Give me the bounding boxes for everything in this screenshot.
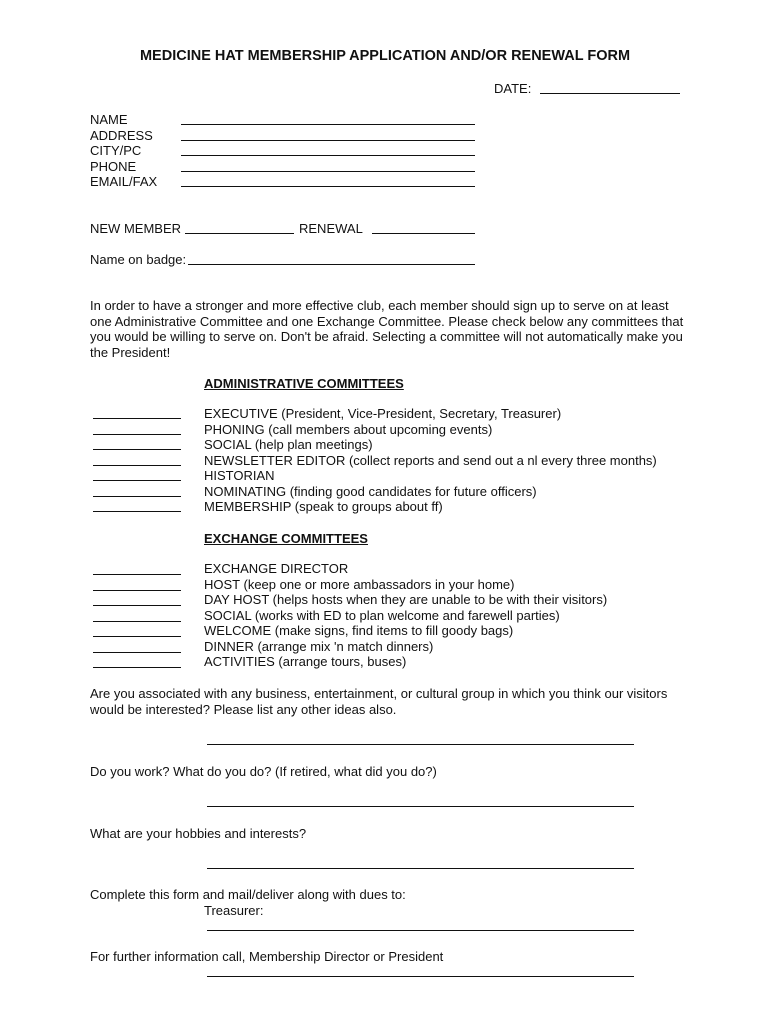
renewal-label: RENEWAL [299,221,363,236]
admin-committee-item: PHONING (call members about upcoming events) [204,421,493,437]
admin-committee-item: SOCIAL (help plan meetings) [204,437,373,452]
date-label: DATE: [494,81,532,96]
exchange-committee-checkline[interactable] [93,590,181,591]
badge-label: Name on badge: [90,252,187,267]
renewal-field[interactable] [372,233,475,234]
phone-label: PHONE [90,158,137,174]
exchange-committee-checkline[interactable] [93,605,181,606]
email-fax-label: EMAIL/FAX [90,174,158,189]
exchange-committee-item: DINNER (arrange mix 'n match dinners) [204,638,434,654]
admin-committee-checkline[interactable] [93,434,181,435]
exchange-committees-heading: EXCHANGE COMMITTEES [204,531,368,546]
admin-committee-item: NEWSLETTER EDITOR (collect reports and send out a nl every three months) [204,452,657,468]
admin-committee-item: MEMBERSHIP (speak to groups about ff) [204,499,443,514]
work-question: Do you work? What do you do? (If retired, what did you do?) [90,764,437,779]
exchange-committee-item: HOST (keep one or more ambassadors in your home) [204,576,515,592]
name-field[interactable] [181,124,475,125]
form-title: MEDICINE HAT MEMBERSHIP APPLICATION AND/OR RENEWAL FORM [139,48,631,64]
admin-committee-checkline[interactable] [93,449,181,450]
admin-committee-checkline[interactable] [93,465,181,466]
exchange-committee-checkline[interactable] [93,636,181,637]
phone-field[interactable] [181,171,475,172]
name-label: NAME [90,112,128,127]
admin-committee-item: NOMINATING (finding good candidates for future officers) [204,483,537,499]
badge-field[interactable] [188,264,475,265]
exchange-committee-item: WELCOME (make signs, find items to fill goody bags) [204,623,514,638]
exchange-committee-checkline[interactable] [93,667,181,668]
admin-committee-item: HISTORIAN [204,468,275,483]
treasurer-field[interactable] [207,930,634,931]
exchange-committee-checkline[interactable] [93,621,181,622]
associated-question: Are you associated with any business, entertainment, or cultural group in which you think our visitors would be interested? Please list any other ideas also. [90,686,668,717]
hobbies-answer-field[interactable] [207,868,634,869]
exchange-committee-item: EXCHANGE DIRECTOR [204,561,349,576]
exchange-committee-item: ACTIVITIES (arrange tours, buses) [204,654,407,669]
new-member-field[interactable] [185,233,294,234]
intro-paragraph: In order to have a stronger and more effective club, each member should sign up to serve on at least one Administrative Committee and one Exchange Committee. Please check below any committees that you would be willing to serve on. Don't be afraid. Selecting a committee will not automatically make you the President! [90,298,684,360]
admin-committees-heading: ADMINISTRATIVE COMMITTEES [204,376,404,391]
admin-committee-item: EXECUTIVE (President, Vice-President, Secretary, Treasurer) [204,406,562,421]
exchange-committee-item: SOCIAL (works with ED to plan welcome and farewell parties) [204,607,560,623]
city-pc-field[interactable] [181,155,475,156]
new-member-label: NEW MEMBER [90,221,181,236]
admin-committee-checkline[interactable] [93,480,181,481]
address-label: ADDRESS [90,127,153,143]
hobbies-question: What are your hobbies and interests? [90,826,307,841]
exchange-committee-checkline[interactable] [93,574,181,575]
admin-committee-checkline[interactable] [93,496,181,497]
admin-committee-checkline[interactable] [93,511,181,512]
admin-committee-checkline[interactable] [93,418,181,419]
mail-instruction: Complete this form and mail/deliver along with dues to: [90,887,406,902]
contact-field[interactable] [207,976,634,977]
exchange-committee-item: DAY HOST (helps hosts when they are unable to be with their visitors) [204,592,608,607]
exchange-committee-checkline[interactable] [93,652,181,653]
city-pc-label: CITY/PC [90,143,142,158]
further-info: For further information call, Membership Director or President [90,949,444,964]
associated-answer-field[interactable] [207,744,634,745]
email-fax-field[interactable] [181,186,475,187]
treasurer-label: Treasurer: [204,903,264,918]
work-answer-field[interactable] [207,806,634,807]
date-field[interactable] [540,93,680,94]
address-field[interactable] [181,140,475,141]
